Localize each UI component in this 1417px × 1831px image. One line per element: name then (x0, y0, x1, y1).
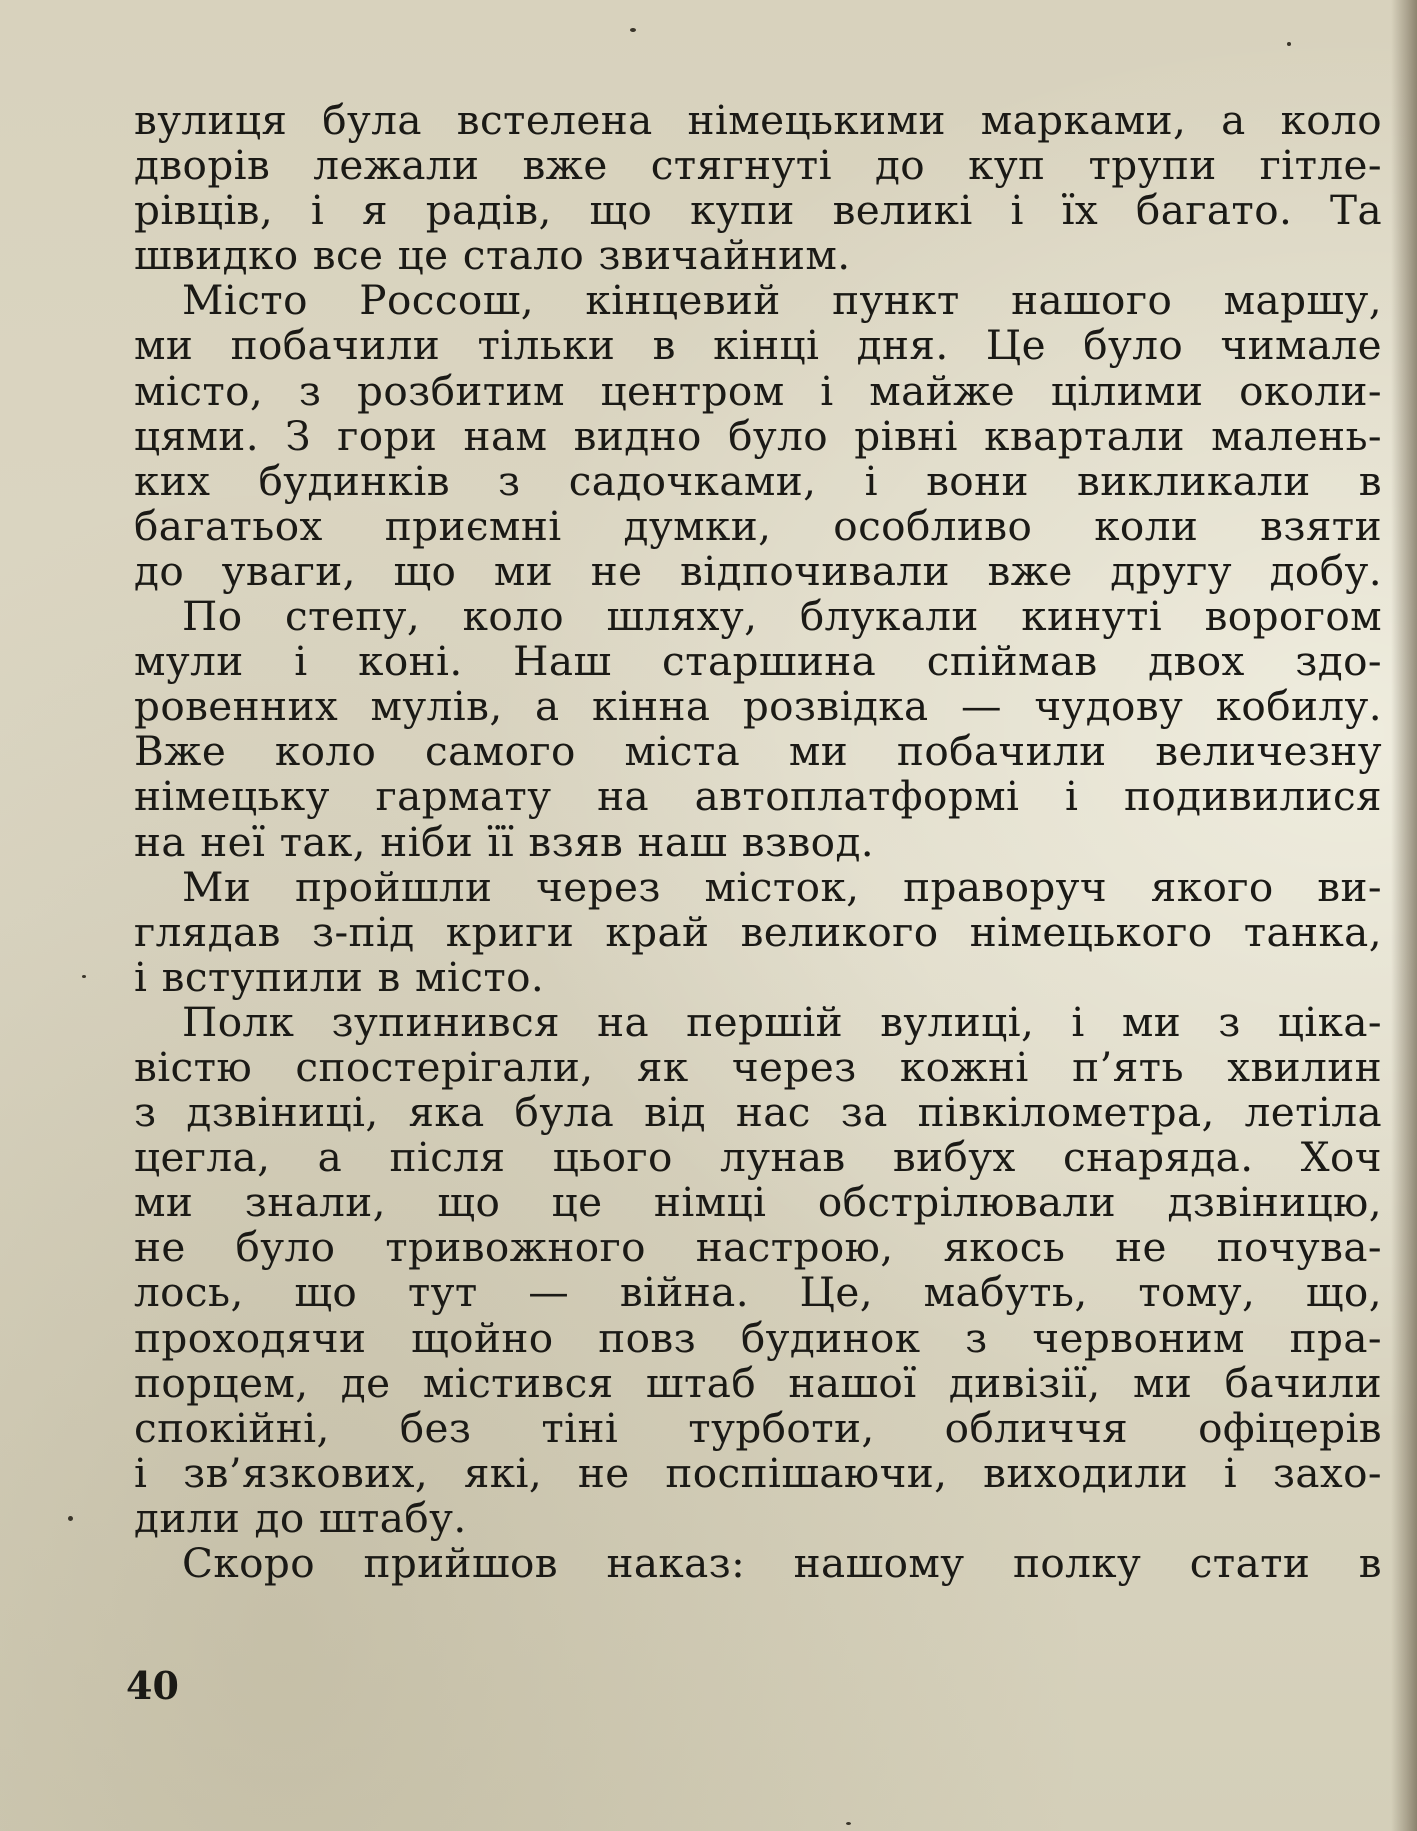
paragraph-start-line: Ми пройшли через місток, праворуч якого ви- (182, 862, 1382, 911)
text-line: і зв’язкових, які, не поспішаючи, виходили і захо- (134, 1448, 1382, 1497)
text-line: до уваги, що ми не відпочивали вже другу добу. (134, 546, 1382, 595)
text-line: німецьку гармату на автоплатформі і подивилися (134, 772, 1382, 821)
paper-speck (630, 28, 636, 32)
paper-speck (68, 1516, 73, 1521)
paragraph-start-line: Місто Россош, кінцевий пункт нашого маршу, (182, 276, 1382, 325)
paragraph-start-line: По степу, коло шляху, блукали кинуті ворогом (182, 592, 1382, 641)
text-line: лось, що тут — війна. Це, мабуть, тому, що, (134, 1268, 1382, 1317)
body-text (134, 98, 1382, 1586)
text-line: на неї так, ніби її взяв наш взвод. (134, 817, 875, 866)
text-line: швидко все це стало звичайним. (134, 231, 851, 280)
text-line: ровенних мулів, а кінна розвідка — чудову кобилу. (134, 682, 1382, 731)
text-line: ми знали, що це німці обстрілювали дзвіницю, (134, 1178, 1382, 1227)
text-line: з дзвіниці, яка була від нас за півкілометра, летіла (134, 1088, 1382, 1137)
paper-speck (82, 975, 86, 978)
text-line: дворів лежали вже стягнуті до куп трупи гітле- (134, 141, 1382, 190)
paragraph-start-line: Скоро прийшов наказ: нашому полку стати в (182, 1539, 1382, 1587)
paper-speck (1287, 42, 1291, 46)
page-number: 40 (126, 1663, 179, 1708)
text-line: дили до штабу. (134, 1493, 467, 1542)
text-line: рівців, і я радів, що купи великі і їх багато. Та (134, 186, 1382, 235)
text-line: мули і коні. Наш старшина спіймав двох здо- (134, 637, 1382, 686)
text-line: ких будинків з садочками, і вони викликали в (134, 456, 1382, 505)
text-line: глядав з-під криги край великого німецького танка, (134, 907, 1382, 956)
text-line: порцем, де містився штаб нашої дивізії, ми бачили (134, 1358, 1382, 1407)
text-line: цегла, а після цього лунав вибух снаряда. Хоч (134, 1133, 1382, 1182)
text-line: спокійні, без тіні турботи, обличчя офіцерів (134, 1403, 1382, 1452)
page-edge-shadow (1391, 0, 1417, 1831)
text-line: і вступили в місто. (134, 952, 545, 1001)
paper-speck (846, 1822, 851, 1825)
text-line: вулиця була встелена німецькими марками, а коло (134, 96, 1382, 144)
text-line: місто, з розбитим центром і майже цілими околи- (134, 366, 1382, 415)
text-line: не було тривожного настрою, якось не почува- (134, 1223, 1382, 1272)
text-line: вістю спостерігали, як через кожні п’ять хвилин (134, 1042, 1382, 1091)
text-line: проходячи щойно повз будинок з червоним пра- (134, 1313, 1382, 1362)
text-line: Вже коло самого міста ми побачили величезну (134, 727, 1382, 776)
paragraph-start-line: Полк зупинився на першій вулиці, і ми з ціка- (182, 997, 1382, 1046)
text-line: ми побачили тільки в кінці дня. Це було чимале (134, 321, 1382, 370)
text-line: цями. З гори нам видно було рівні квартали малень- (134, 411, 1382, 460)
text-line: багатьох приємні думки, особливо коли взяти (134, 501, 1382, 550)
